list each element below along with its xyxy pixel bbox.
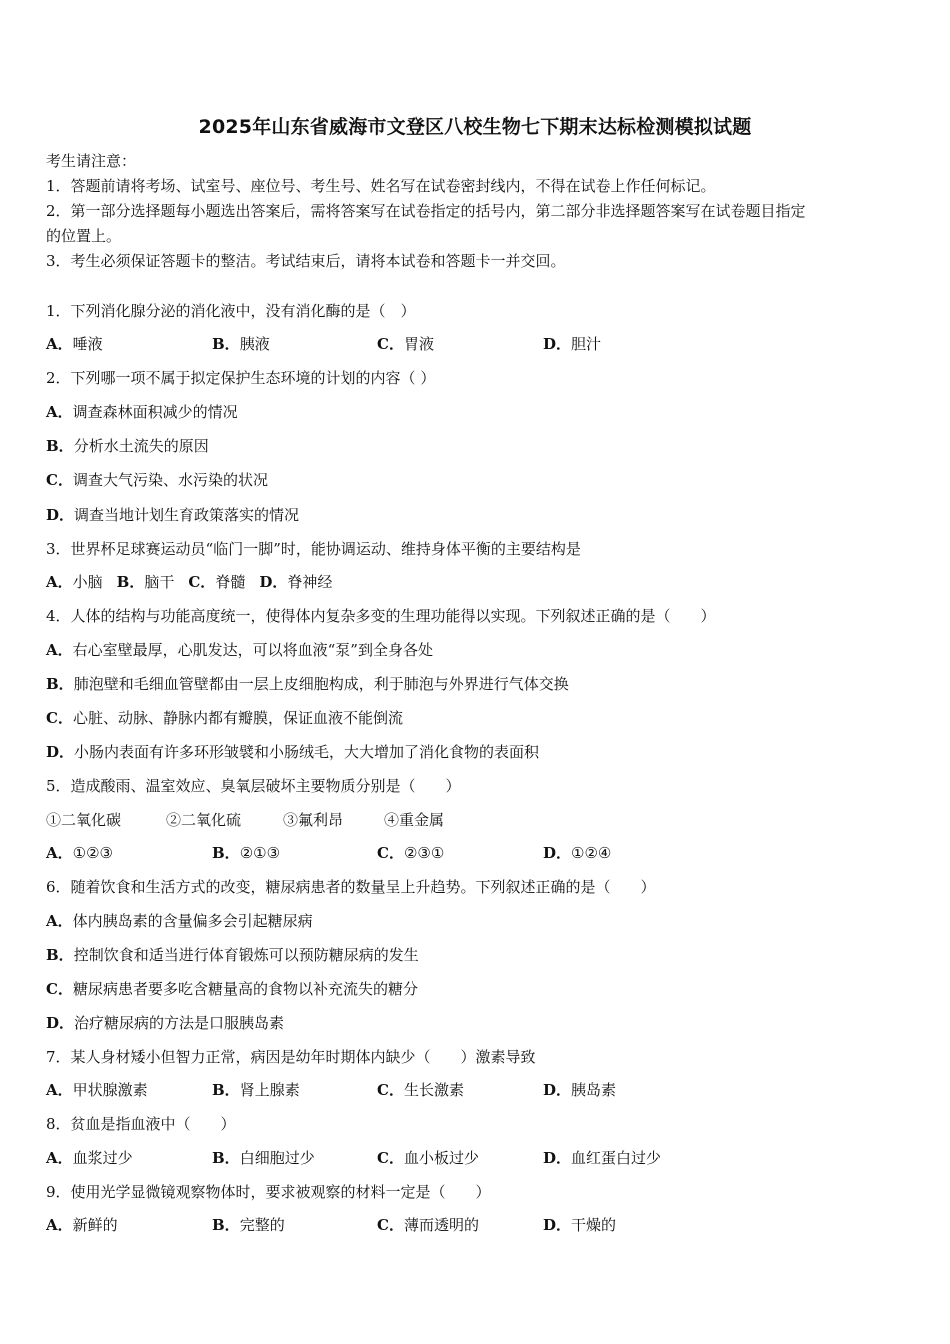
option-c: C．心脏、动脉、静脉内都有瓣膜，保证血液不能倒流 <box>46 709 403 727</box>
option-b: B．完整的 <box>212 1216 285 1234</box>
option-row <box>46 1215 906 1235</box>
option-d: D．小肠内表面有许多环形皱襞和小肠绒毛，大大增加了消化食物的表面积 <box>46 743 540 761</box>
question-stem: 5．造成酸雨、温室效应、臭氧层破坏主要物质分别是（ ） <box>46 777 461 795</box>
question-stem: 2．下列哪一项不属于拟定保护生态环境的计划的内容（ ） <box>46 369 436 387</box>
option-row <box>46 843 906 863</box>
option-b: B．肾上腺素 <box>212 1081 300 1099</box>
option-c: C．胃液 <box>377 335 434 353</box>
option-a: A．①②③ <box>46 844 113 862</box>
substance-item: ②二氧化硫 <box>166 811 242 829</box>
question-stem: 8．贫血是指血液中（ ） <box>46 1115 236 1133</box>
option-row <box>46 1148 906 1168</box>
option-c: C．调查大气污染、水污染的状况 <box>46 471 268 489</box>
option-a: A．右心室壁最厚，心肌发达，可以将血液“泵”到全身各处 <box>46 641 433 659</box>
option-c: C．生长激素 <box>377 1081 464 1099</box>
option-d: D．治疗糖尿病的方法是口服胰岛素 <box>46 1014 285 1032</box>
substance-item: ④重金属 <box>384 811 445 829</box>
option-c: C．糖尿病患者要多吃含糖量高的食物以补充流失的糖分 <box>46 980 418 998</box>
option-a: A．体内胰岛素的含量偏多会引起糖尿病 <box>46 912 313 930</box>
notice-heading: 考生请注意： <box>46 152 137 170</box>
substance-item: ③氟利昂 <box>283 811 344 829</box>
notice-item: 3．考生必须保证答题卡的整洁。考试结束后，请将本试卷和答题卡一并交回。 <box>46 252 566 270</box>
notice-item: 的位置上。 <box>46 227 122 245</box>
option-d: D．调查当地计划生育政策落实的情况 <box>46 506 300 524</box>
notice-item: 1．答题前请将考场、试室号、座位号、考生号、姓名写在试卷密封线内，不得在试卷上作任何标记。 <box>46 177 716 195</box>
option-b: B．胰液 <box>212 335 270 353</box>
notice-item: 2．第一部分选择题每小题选出答案后，需将答案写在试卷指定的括号内，第二部分非选择题答案写在试卷题目指定 <box>46 202 806 220</box>
question-stem: 9．使用光学显微镜观察物体时，要求被观察的材料一定是（ ） <box>46 1183 491 1201</box>
option-d: D．①②④ <box>543 844 612 862</box>
option-b: B．脑干 <box>116 573 175 591</box>
option-d: D．干燥的 <box>543 1216 617 1234</box>
option-row <box>46 1080 906 1100</box>
option-c: C．脊髓 <box>188 573 246 591</box>
option-a: A．小脑 <box>46 573 103 591</box>
option-b: B．白细胞过少 <box>212 1149 315 1167</box>
option-a: A．调查森林面积减少的情况 <box>46 403 238 421</box>
question-stem: 4．人体的结构与功能高度统一，使得体内复杂多变的生理功能得以实现。下列叙述正确的是（ ） <box>46 607 716 625</box>
option-c: C．薄而透明的 <box>377 1216 479 1234</box>
option-b: B．控制饮食和适当进行体育锻炼可以预防糖尿病的发生 <box>46 946 419 964</box>
question-stem: 1．下列消化腺分泌的消化液中，没有消化酶的是（ ） <box>46 302 416 320</box>
question-stem: 6．随着饮食和生活方式的改变，糖尿病患者的数量呈上升趋势。下列叙述正确的是（ ） <box>46 878 656 896</box>
substance-list <box>46 810 906 830</box>
substance-item: ①二氧化碳 <box>46 811 122 829</box>
option-row <box>46 572 346 592</box>
option-d: D．血红蛋白过少 <box>543 1149 662 1167</box>
question-stem: 7．某人身材矮小但智力正常，病因是幼年时期体内缺少（ ）激素导致 <box>46 1048 536 1066</box>
question-stem: 3．世界杯足球赛运动员“临门一脚”时，能协调运动、维持身体平衡的主要结构是 <box>46 540 581 558</box>
option-b: B．②①③ <box>212 844 281 862</box>
option-d: D．胰岛素 <box>543 1081 617 1099</box>
option-d: D．胆汁 <box>543 335 602 353</box>
option-a: A．唾液 <box>46 335 103 353</box>
option-a: A．新鲜的 <box>46 1216 118 1234</box>
option-d: D．脊神经 <box>259 573 333 591</box>
option-a: A．血浆过少 <box>46 1149 133 1167</box>
option-c: C．血小板过少 <box>377 1149 479 1167</box>
option-row <box>46 334 906 354</box>
exam-title: 2025年山东省威海市文登区八校生物七下期末达标检测模拟试题 <box>198 116 752 138</box>
option-a: A．甲状腺激素 <box>46 1081 148 1099</box>
option-b: B．分析水土流失的原因 <box>46 437 209 455</box>
option-b: B．肺泡壁和毛细血管壁都由一层上皮细胞构成，利于肺泡与外界进行气体交换 <box>46 675 569 693</box>
option-c: C．②③① <box>377 844 445 862</box>
